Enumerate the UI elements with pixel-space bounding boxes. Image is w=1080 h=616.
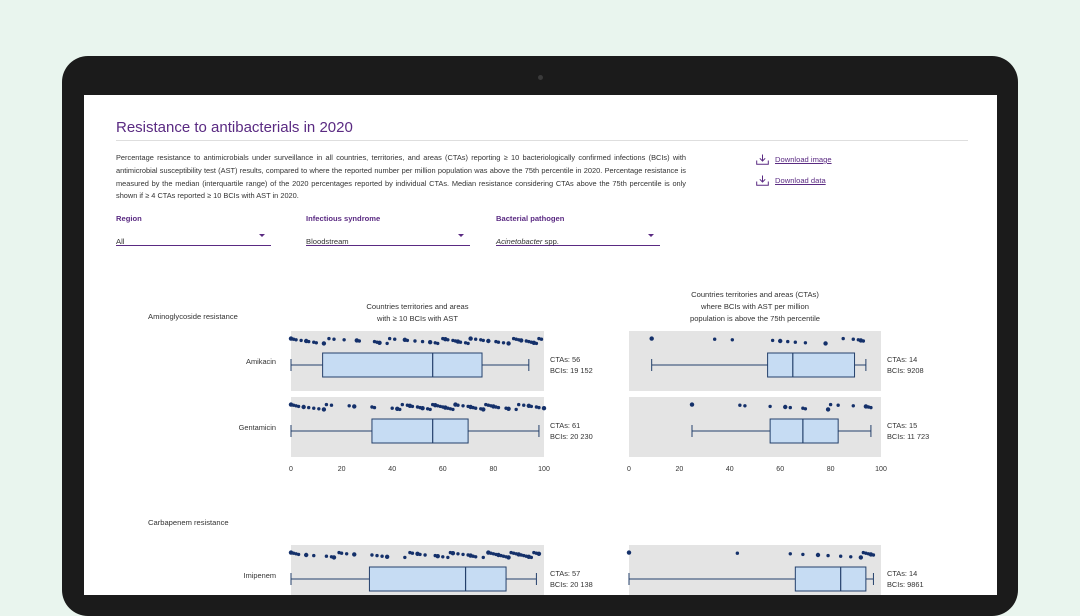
data-point — [456, 552, 459, 555]
data-point — [370, 553, 373, 556]
data-point — [332, 555, 336, 559]
data-point — [294, 338, 297, 341]
data-point — [332, 338, 335, 341]
chevron-down-icon — [259, 234, 265, 237]
ctas-annotation: CTAs: 61 — [550, 421, 581, 430]
data-point — [388, 337, 391, 340]
data-point — [420, 406, 424, 410]
iqr-box — [369, 567, 506, 591]
data-point — [299, 339, 302, 342]
data-point — [451, 551, 455, 555]
data-point — [778, 339, 782, 343]
pathogen-select[interactable] — [496, 231, 660, 246]
bcis-annotation: BCIs: 11 723 — [887, 432, 930, 441]
data-point — [315, 341, 318, 344]
ctas-annotation: CTAs: 57 — [550, 569, 581, 578]
data-point — [801, 553, 804, 556]
data-point — [783, 405, 787, 409]
data-point — [486, 339, 490, 343]
x-tick-label: 80 — [489, 466, 498, 473]
data-point — [804, 407, 807, 410]
data-point — [804, 341, 807, 344]
data-point — [771, 339, 774, 342]
download-data-label: Download data — [775, 176, 826, 185]
data-point — [816, 553, 820, 557]
x-tick-label: 100 — [538, 466, 550, 473]
data-point — [872, 553, 875, 556]
data-point — [451, 408, 454, 411]
data-point — [542, 406, 546, 410]
download-image-link[interactable] — [756, 154, 832, 165]
download-icon — [756, 175, 769, 186]
row-label: Imipenem — [243, 571, 276, 580]
data-point — [391, 407, 394, 410]
data-point — [789, 406, 792, 409]
data-point — [413, 339, 416, 342]
data-point — [401, 403, 404, 406]
data-point — [826, 554, 829, 557]
data-point — [627, 550, 631, 554]
data-point — [849, 555, 852, 558]
webcam-dot — [538, 75, 543, 80]
chevron-down-icon — [648, 234, 654, 237]
data-point — [342, 338, 345, 341]
syndrome-select-value: Bloodstream — [306, 237, 349, 246]
data-point — [768, 405, 771, 408]
ctas-annotation: CTAs: 56 — [550, 355, 581, 364]
pathogen-suffix: spp. — [542, 237, 559, 246]
x-tick-label: 20 — [675, 466, 684, 473]
download-image-label: Download image — [775, 155, 832, 164]
region-select-value: All — [116, 237, 125, 246]
data-point — [474, 407, 477, 410]
data-point — [497, 406, 500, 409]
data-point — [436, 554, 440, 558]
data-point — [497, 341, 500, 344]
data-point — [482, 556, 485, 559]
data-point — [297, 405, 300, 408]
data-point — [393, 338, 396, 341]
data-point — [441, 555, 444, 558]
data-point — [428, 340, 432, 344]
data-point — [836, 404, 839, 407]
data-point — [456, 404, 459, 407]
data-point — [537, 552, 541, 556]
data-point — [649, 336, 653, 340]
group-label: Aminoglycoside resistance — [148, 312, 238, 321]
data-point — [713, 338, 716, 341]
data-point — [352, 552, 356, 556]
data-point — [537, 406, 540, 409]
data-point — [786, 340, 789, 343]
chevron-down-icon — [458, 234, 464, 237]
data-point — [428, 408, 431, 411]
bcis-annotation: BCIs: 9208 — [887, 366, 924, 375]
data-point — [466, 342, 469, 345]
page-title: Resistance to antibacterials in 2020 — [116, 119, 353, 136]
x-tick-label: 60 — [776, 466, 785, 473]
bcis-annotation: BCIs: 19 152 — [550, 366, 593, 375]
data-point — [839, 555, 842, 558]
group-label: Carbapenem resistance — [148, 518, 229, 527]
data-point — [826, 407, 830, 411]
data-point — [377, 341, 381, 345]
data-point — [373, 406, 376, 409]
data-point — [852, 338, 855, 341]
x-tick-label: 20 — [337, 466, 346, 473]
data-point — [327, 337, 330, 340]
bcis-annotation: BCIs: 20 230 — [550, 432, 593, 441]
data-point — [325, 403, 328, 406]
data-point — [312, 554, 315, 557]
download-icon — [756, 154, 769, 165]
iqr-box — [768, 353, 855, 377]
iqr-box — [372, 419, 468, 443]
data-point — [436, 342, 439, 345]
data-point — [738, 404, 741, 407]
x-tick-label: 0 — [627, 466, 631, 473]
data-point — [317, 407, 320, 410]
browser-screen — [84, 95, 997, 595]
pathogen-filter — [496, 214, 660, 247]
syndrome-filter-label: Infectious syndrome — [306, 214, 381, 223]
data-point — [743, 404, 746, 407]
pathogen-genus: Acinetobacter — [496, 237, 543, 246]
panel-title: population is above the 75th percentile — [689, 314, 821, 323]
data-point — [375, 554, 378, 557]
syndrome-select[interactable] — [306, 231, 470, 246]
x-tick-label: 80 — [826, 466, 835, 473]
ctas-annotation: CTAs: 14 — [887, 355, 918, 364]
data-point — [304, 553, 308, 557]
data-point — [385, 555, 389, 559]
data-point — [297, 553, 300, 556]
ctas-annotation: CTAs: 15 — [887, 421, 918, 430]
data-point — [322, 407, 326, 411]
data-point — [421, 340, 424, 343]
x-tick-label: 40 — [388, 466, 397, 473]
data-point — [514, 408, 517, 411]
title-divider — [116, 140, 968, 141]
data-point — [506, 407, 510, 411]
region-filter — [116, 214, 271, 247]
data-point — [540, 338, 543, 341]
data-point — [794, 341, 797, 344]
data-point — [481, 407, 485, 411]
data-point — [468, 336, 472, 340]
data-point — [380, 555, 383, 558]
data-point — [312, 407, 315, 410]
data-point — [352, 404, 356, 408]
data-point — [535, 342, 538, 345]
data-point — [322, 341, 326, 345]
data-point — [411, 552, 414, 555]
data-point — [789, 552, 792, 555]
region-select[interactable] — [116, 231, 271, 246]
data-point — [859, 555, 863, 559]
pathogen-select-value — [496, 237, 559, 246]
x-tick-label: 60 — [438, 466, 447, 473]
data-point — [852, 404, 855, 407]
data-point — [474, 338, 477, 341]
data-point — [530, 556, 533, 559]
data-point — [731, 338, 734, 341]
syndrome-filter — [306, 214, 470, 247]
row-label: Amikacin — [246, 357, 276, 366]
bcis-annotation: BCIs: 9861 — [887, 580, 924, 589]
data-point — [411, 405, 414, 408]
data-point — [842, 337, 845, 340]
data-point — [522, 404, 525, 407]
data-point — [403, 556, 406, 559]
panel-background — [629, 397, 881, 457]
data-point — [423, 553, 426, 556]
data-point — [690, 402, 694, 406]
data-point — [474, 555, 477, 558]
data-point — [307, 406, 310, 409]
row-label: Gentamicin — [238, 423, 276, 432]
x-tick-label: 0 — [289, 466, 293, 473]
data-point — [506, 341, 510, 345]
data-point — [340, 552, 343, 555]
data-point — [829, 403, 832, 406]
data-point — [345, 552, 348, 555]
data-point — [736, 552, 739, 555]
data-point — [325, 555, 328, 558]
panel-title: with ≥ 10 BCIs with AST — [377, 314, 458, 323]
data-point — [823, 341, 827, 345]
data-point — [530, 405, 533, 408]
data-point — [406, 339, 409, 342]
download-data-link[interactable] — [756, 175, 826, 186]
data-point — [502, 341, 505, 344]
iqr-box — [323, 353, 482, 377]
data-point — [862, 339, 865, 342]
iqr-box — [795, 567, 866, 591]
data-point — [347, 404, 350, 407]
data-point — [461, 553, 464, 556]
panel-title: Countries territories and areas (CTAs) — [691, 290, 819, 299]
resistance-boxplot-chart — [84, 275, 997, 595]
data-point — [301, 405, 305, 409]
panel-title: Countries territories and areas — [366, 302, 469, 311]
x-tick-label: 100 — [875, 466, 887, 473]
data-point — [482, 339, 485, 342]
data-point — [330, 404, 333, 407]
data-point — [307, 340, 310, 343]
panel-title: where BCIs with AST per million — [701, 302, 809, 311]
data-point — [358, 339, 361, 342]
data-point — [517, 403, 520, 406]
x-tick-label: 40 — [725, 466, 734, 473]
data-point — [869, 406, 872, 409]
data-point — [519, 338, 523, 342]
iqr-box — [770, 419, 838, 443]
data-point — [461, 404, 464, 407]
data-point — [459, 341, 462, 344]
bcis-annotation: BCIs: 20 138 — [550, 580, 593, 589]
pathogen-filter-label: Bacterial pathogen — [496, 214, 565, 223]
ctas-annotation: CTAs: 14 — [887, 569, 918, 578]
data-point — [418, 553, 421, 556]
data-point — [446, 338, 449, 341]
region-filter-label: Region — [116, 214, 142, 223]
data-point — [446, 556, 449, 559]
data-point — [385, 342, 388, 345]
data-point — [398, 408, 401, 411]
page-description: Percentage resistance to antimicrobials under surveillance in all countries, territories, and areas (CTAs) reporting ≥ 10 bacteriologically confirmed infections (BCIs) with antimicrobial susceptibility test (AST) results, compared to where the reported number per million population was above the 75th percentile in 2020. Percentage resistance is measured by the median (interquartile range) of the 2020 percentages reported by individual CTAs. Median resistance considering CTAs above the 75th percentile is only shown if ≥ 4 CTAs reported ≥ 10 BCIs with AST in 2020. — [116, 153, 686, 201]
data-point — [506, 555, 510, 559]
